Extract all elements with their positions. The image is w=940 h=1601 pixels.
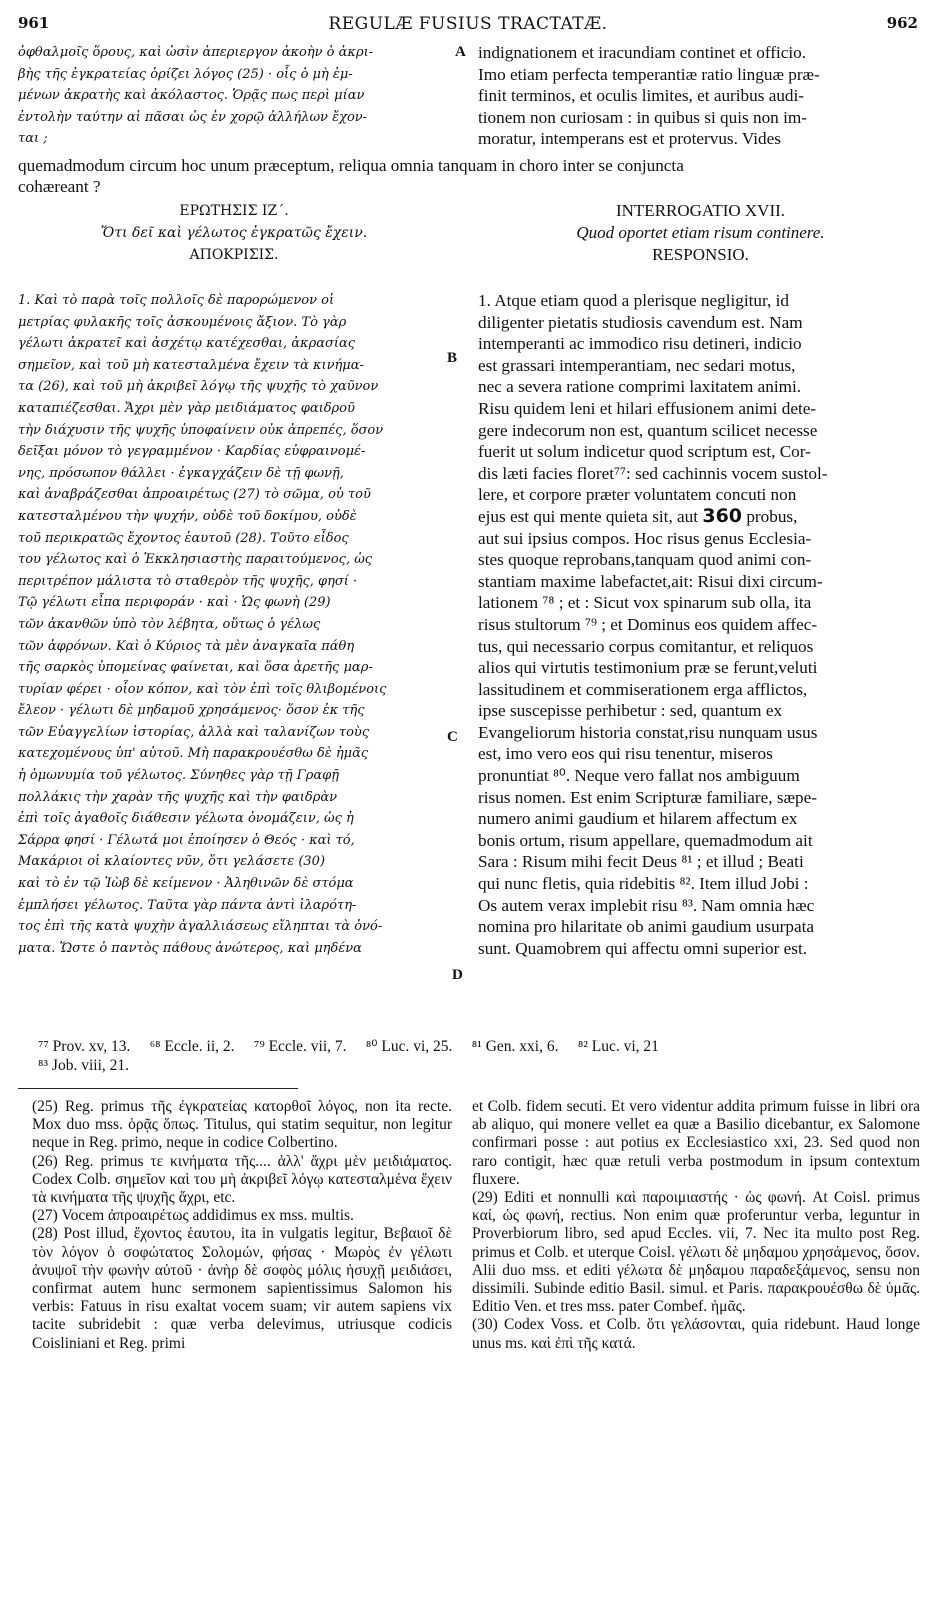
greek-body-line: του γέλωτος καὶ ὁ Ἐκκλησιαστὴς παραιτούμενος, ὡς <box>18 552 373 568</box>
full-width-line: quemadmodum circum hoc unum præceptum, reliqua omnia tanquam in choro inter se conjuncta <box>18 156 684 175</box>
latin-body-line: intemperanti ac immodico risu detineri, indicio <box>478 334 802 354</box>
greek-body-line: σημεῖον, καὶ τοῦ μὴ κατεσταλμένα ἔχειν τὰ κινήμα- <box>18 357 364 373</box>
latin-intro-line: indignationem et iracundiam continet et officio. <box>478 43 807 62</box>
latin-body-line: ipse suscepisse perhibetur : sed, quantum ex <box>478 701 783 721</box>
latin-subtitle: Quod oportet etiam risum continere. <box>576 223 825 242</box>
greek-body-line: Τῷ γέλωτι εἶπα περιφοράν · καὶ · Ὡς φωνὴ (29) <box>18 595 331 611</box>
latin-body-line: Sara : Risum mihi fecit Deus ⁸¹ ; et illud ; Beati <box>478 852 804 872</box>
footnote: (26) Reg. primus τε κινήματα τῆς.... ἀλλ' ἄχρι μὲν μειδιάματος. Codex Colb. σημεῖον καὶ του μὴ ἀκριβεῖ λόγῳ κατεσταλμένα ἔχειν τὰ κινήματα τῆς ψυχῆς ἄχρι, etc. <box>32 1152 452 1207</box>
latin-body-line: lationem ⁷⁸ ; et : Sicut vox spinarum sub olla, ita <box>478 593 812 613</box>
greek-body-line: καταπιέζεσθαι. Ἄχρι μὲν γὰρ μειδιάματος φαιδροῦ <box>18 400 355 416</box>
greek-body-line: τα (26), καὶ τοῦ μὴ ἀκριβεῖ λόγῳ τῆς ψυχῆς τὸ χαῦνον <box>18 379 379 395</box>
greek-body-line: τος ἐπὶ τῆς κατὰ ψυχὴν ἀγαλλιάσεως εἴληπται τὰ ὀνό- <box>18 919 383 935</box>
latin-body-line: est grassari intemperantiam, nec sedari motus, <box>478 355 796 375</box>
latin-intro-line: tionem non curiosam : in quibus si quis non im- <box>478 107 807 127</box>
greek-body-line: τῶν Εὐαγγελίων ἱστορίας, ἀλλὰ καὶ ταλανίζων τοὺς <box>18 724 370 740</box>
page-number-right: 962 <box>886 14 918 32</box>
greek-intro <box>18 42 450 154</box>
latin-body-line: Risu quidem leni et hilari effusionem animi dete- <box>478 398 817 418</box>
latin-answer-heading: RESPONSIO. <box>652 245 749 264</box>
latin-body-line: 1. Atque etiam quod a plerisque negligitur, id <box>478 291 790 310</box>
page-number-left: 961 <box>18 14 50 32</box>
latin-body-line: alios qui virtutis testimonium præ se ferunt,veluti <box>478 658 818 678</box>
greek-intro-line: ται ; <box>18 131 48 147</box>
greek-intro-line: ἐντολὴν ταύτην αἱ πᾶσαι ὡς ἐν χορῷ ἀλλήλων ἔχον- <box>18 109 368 125</box>
latin-heading-block <box>478 200 923 290</box>
latin-body-line: bonis ortum, risum appellare, quemadmodum ait <box>478 830 813 850</box>
latin-body-line: diligenter pietatis studiosis cavendum est. Nam <box>478 312 803 332</box>
footnote: (27) Vocem ἀπροαιρέτως addidimus ex mss. multis. <box>32 1207 354 1225</box>
latin-body-line: lere, et corpore præter voluntatem concuti non <box>478 485 797 505</box>
latin-body-line: dis læti facies floret⁷⁷: sed cachinnis vocem sustol- <box>478 463 828 483</box>
greek-body-line: τοῦ περικρατῶς ἔχοντος ἑαυτοῦ (28). Τοῦτο εἶδος <box>18 530 349 546</box>
latin-body-line: numero animi gaudium et hilarem affectum ex <box>478 809 798 829</box>
greek-subtitle: Ὅτι δεῖ καὶ γέλωτος ἐγκρατῶς ἔχειν. <box>100 225 368 241</box>
margin-letter-a: A <box>455 44 466 60</box>
latin-body-line: sunt. Quamobrem qui affectu omni superior est. <box>478 938 808 958</box>
latin-body-line: risus stultorum ⁷⁹ ; et Dominus eos quidem affec- <box>478 614 818 634</box>
greek-body-line: Σάρρα φησί · Γέλωτά μοι ἐποίησεν ὁ Θεός · καὶ τό, <box>18 832 355 848</box>
latin-body-line: aut sui ipsius compos. Hoc risus genus Ecclesia- <box>478 528 812 548</box>
greek-intro-line: ὀφθαλμοῖς ὅρους, καὶ ὠσὶν ἀπεριεργον ἀκοὴν ὁ ἀκρι- <box>18 45 374 60</box>
greek-body-line: ἔλεον · γέλωτι δὲ μηδαμοῦ χρησάμενος· ὅσον ἐκ τῆς <box>18 703 365 719</box>
scripture-references <box>38 1037 922 1075</box>
greek-body-line: τὴν διάχυσιν τῆς ψυχῆς ὑποφαίνειν οὐκ ἀπρεπές, ὅσον <box>18 422 384 438</box>
footnote-rule <box>18 1088 298 1089</box>
margin-letter-c: C <box>447 729 458 745</box>
full-width-line: cohæreant ? <box>18 177 101 196</box>
footnote: (29) Editi et nonnulli καὶ παροιμιαστής · ὡς φωνή. At Coisl. primus καί, ὡς φωνή, rectius. Non enim quæ proferuntur verba, leguntur in Proverbiorum libro, sed apud Eccles. vii, 7. Nec ita multo post Reg. primus et Colb. et uterque Coisl. γέλωτι δὲ μηδαμου χρησάμενος, ὅσον. Alii duo mss. et editi γέλωτα δὲ μηδαμου παραδεξάμενος, sensu non dissimili. Subinde editio Basil. simul. et Paris. παρακρουέσθω δὲ ὑμᾶς. Editio Ven. et tres mss. pater Combef. ἡμᾶς. <box>472 1189 920 1316</box>
greek-body-line: περιτρέπον μάλιστα τὸ σταθερὸν τῆς ψυχῆς, φησί · <box>18 573 358 589</box>
footnote: (25) Reg. primus τῆς ἐγκρατείας κατορθοῖ λόγος, non ita recte. Mox duo mss. ὁρᾷς ὅπως. Titulus, qui statim sequitur, non legitur neque in Reg. primo, neque in codice Colbertino. <box>32 1098 452 1152</box>
latin-body-line: Evangeliorum historia constat,risu nunquam usus <box>478 722 818 742</box>
latin-body <box>478 290 923 970</box>
greek-body-line: Μακάριοι οἱ κλαίοντες νῦν, ὅτι γελάσετε (30) <box>18 854 326 870</box>
scripture-ref-line: ⁷⁷ Prov. xv, 13. ⁶⁸ Eccle. ii, 2. ⁷⁹ Eccle. vii, 7. ⁸⁰ Luc. vi, 25. ⁸¹ Gen. xxi, 6. ⁸² Luc. vi, 21 <box>38 1038 659 1055</box>
footnote: et Colb. fidem secuti. Et vero videntur addita primum fuisse in libri ora ab aliquo, qui monere vellet ea quæ a Basilio dicebantur, ex Salomone confirmari posse : aut potius ex Ecclesiastico xxi, 23. Sed quod non raro contigit, hæc quæ retuli verba postmodum in ipsum contextum fluxere. <box>472 1098 920 1188</box>
latin-body-line: nomina pro hilaritate ob animi gaudium usurpata <box>478 917 815 937</box>
greek-body-line: μετρίας φυλακῆς τοῖς ἀσκουμένοις ἄξιον. Τὸ γὰρ <box>18 314 347 330</box>
notes-left-column <box>32 1098 452 1588</box>
greek-heading-block <box>18 200 450 290</box>
latin-body-line: gere indecorum non est, quantum scilicet necesse <box>478 420 818 440</box>
greek-body-line: δεῖξαι μόνον τὸ γεγραμμένον · Καρδίας εὐφραινομέ- <box>18 444 366 460</box>
latin-intro <box>478 42 923 154</box>
latin-intro-line: moratur, intemperans est et protervus. Vides <box>478 129 781 149</box>
greek-answer-heading: ΑΠΟΚΡΙΣΙΣ. <box>189 247 279 263</box>
latin-intro-line: Imo etiam perfecta temperantiæ ratio linguæ præ- <box>478 64 820 84</box>
latin-body-line: tus, qui necessario corpus comitantur, et reliquos <box>478 636 814 656</box>
footnote: (28) Post illud, ἔχοντος ἑαυτου, ita in vulgatis legitur, Βεβαιοῖ δὲ τὸν λόγον ὁ σοφώτατος Σολομών, φήσας · Μωρὸς ἐν γέλωτι ἀνυψοῖ τὴν φωνὴν αὐτοῦ · ἀνὴρ δὲ σοφὸς μόλις ἡσυχῇ μειδιάσει, confirmat autem hunc sermonem sapientissimus Salomon his verbis: Fatuus in risu exaltat vocem suam; vir autem sapiens vix tacite subridebit : quæ verba delevimus, utriusque codicis Coisliniani et Reg. primi <box>32 1225 452 1352</box>
greek-body-line: νης, πρόσωπον θάλλει · ἐγκαγχάζειν δὲ τῇ φωνῇ, <box>18 465 344 481</box>
greek-body-line: καὶ ἀναβράζεσθαι ἀπροαιρέτως (27) τὸ σῶμα, οὐ τοῦ <box>18 487 371 503</box>
running-title: REGULÆ FUSIUS TRACTATÆ. <box>328 14 608 34</box>
latin-question-heading: INTERROGATIO XVII. <box>615 201 786 220</box>
latin-body-line: fuerit ut solum indicetur quod scriptum est, Cor- <box>478 442 811 462</box>
latin-body-line: qui nunc fletis, quia ridebitis ⁸². Item illud Jobi : <box>478 874 809 894</box>
notes-right-column <box>472 1098 920 1588</box>
greek-body-line: καὶ τὸ ἐν τῷ Ἰὼβ δὲ κείμενον · Ἀληθινῶν δὲ στόμα <box>18 876 354 892</box>
greek-body-line: ἡ ὁμωνυμία τοῦ γέλωτος. Σύνηθες γὰρ τῇ Γραφῇ <box>18 768 340 784</box>
greek-question-heading: ΕΡΩΤΗΣΙΣ ΙΖ΄. <box>179 203 289 219</box>
greek-body-line: ἐπὶ τοῖς ἀγαθοῖς διάθεσιν γέλωτα ὀνομάζειν, ὡς ἡ <box>18 811 354 827</box>
latin-body-line: lassitudinem et commiserationem erga afflictos, <box>478 679 808 699</box>
latin-body-line: ejus est qui mente quieta sit, aut 360 probus, <box>478 504 798 527</box>
greek-body-line: κατεσταλμένου τὴν ψυχήν, οὐδὲ τοῦ δοκίμου, οὐδὲ <box>18 508 357 524</box>
margin-letter-d: D <box>452 967 463 983</box>
latin-intro-line: finit terminos, et oculis limites, et auribus audi- <box>478 86 805 106</box>
greek-body <box>18 290 450 970</box>
latin-body-line: nec a severa ratione comprimi laxitatem animi. <box>478 377 802 397</box>
margin-letter-b: B <box>447 350 458 366</box>
footnote: (30) Codex Voss. et Colb. ὅτι γελάσονται, quia ridebunt. Haud longe unus ms. καὶ ἐπὶ τῆς κατά. <box>472 1316 920 1352</box>
latin-body-line: stes quoque reprobans,tanquam quod animi con- <box>478 550 812 570</box>
greek-intro-line: μένων ἀκρατὴς καὶ ἀκόλαστος. Ὁρᾷς πως περὶ μίαν <box>18 88 365 104</box>
greek-body-line: πολλάκις τὴν χαρὰν τῆς ψυχῆς καὶ τὴν φαιδρὰν <box>18 789 338 805</box>
latin-body-line: risus nomen. Est enim Scripturæ familiare, sæpe- <box>478 787 817 807</box>
latin-body-line: pronuntiat ⁸⁰. Neque vero fallat nos ambiguum <box>478 766 800 786</box>
latin-body-line: Os autem verax implebit risu ⁸³. Nam omnia hæc <box>478 895 815 915</box>
greek-body-line: τῆς σαρκὸς ὑπομείνας φαίνεται, καὶ ὅσα ἀρετῆς μαρ- <box>18 660 373 676</box>
greek-body-line: ἐμπλήσει γέλωτος. Ταῦτα γὰρ πάντα ἀντὶ ἱλαρότη- <box>18 897 357 913</box>
latin-body-line: est, imo vero eos qui risu tenentur, miseros <box>478 744 773 764</box>
greek-body-line: τυρίαν φέρει · οἷον κόπον, καὶ τὸν ἐπὶ τοῖς θλιβομένοις <box>18 681 387 697</box>
greek-body-line: κατεχομένους ὑπ' αὐτοῦ. Μὴ παρακρουέσθω δὲ ἡμᾶς <box>18 746 369 762</box>
latin-body-line: stantiam maxime labefactet,ait: Risui dixi circum- <box>478 571 823 591</box>
greek-body-line: 1. Καὶ τὸ παρὰ τοῖς πολλοῖς δὲ παρορώμενον οἱ <box>18 293 335 308</box>
greek-intro-line: βὴς τῆς ἐγκρατείας ὁρίζει λόγος (25) · οἷς ὁ μὴ ἐμ- <box>18 66 353 82</box>
column-number-marker: 360 <box>702 504 743 527</box>
greek-body-line: ματα. Ὥστε ὁ παντὸς πάθους ἀνώτερος, καὶ μηδένα <box>18 940 362 956</box>
scripture-ref-line: ⁸³ Job. viii, 21. <box>38 1057 130 1074</box>
greek-body-line: τῶν ἀκανθῶν ὑπὸ τὸν λέβητα, οὕτως ὁ γέλως <box>18 616 321 632</box>
greek-body-line: γέλωτι ἀκρατεῖ καὶ ἀσχέτῳ κατέχεσθαι, ἀκρασίας <box>18 336 356 352</box>
running-header <box>18 14 918 38</box>
greek-body-line: τῶν ἀφρόνων. Καὶ ὁ Κύριος τὰ μὲν ἀναγκαῖα πάθη <box>18 638 355 654</box>
